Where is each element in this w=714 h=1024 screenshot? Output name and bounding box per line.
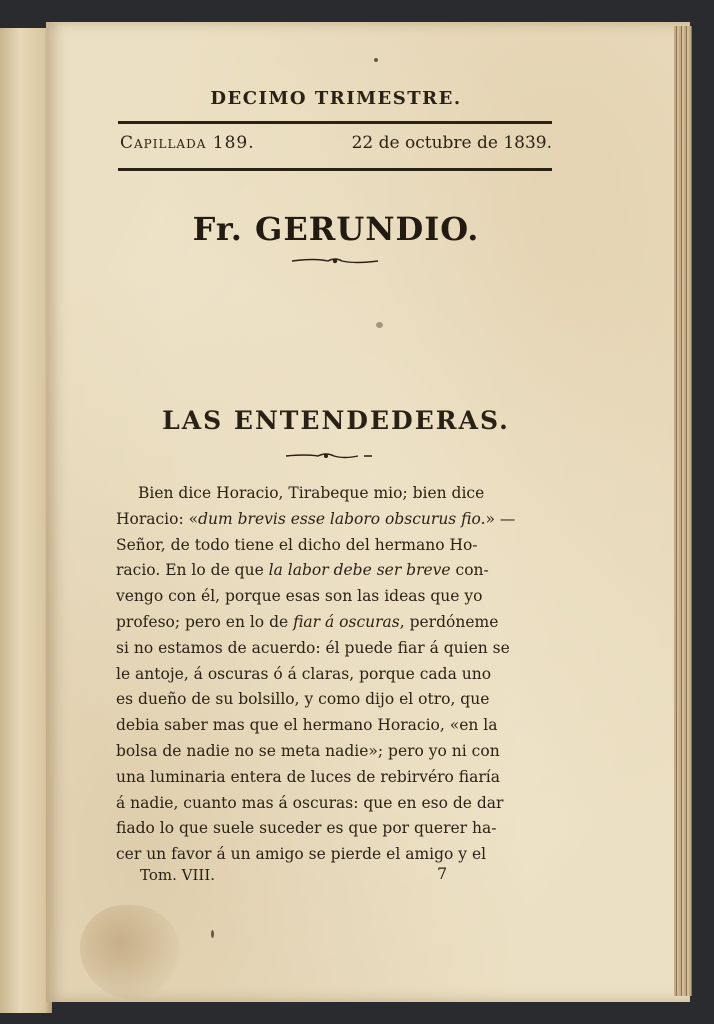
header-rule-top xyxy=(118,121,552,124)
ink-speck xyxy=(376,322,383,328)
masthead-title: Fr. GERUNDIO. xyxy=(192,210,480,248)
series-heading: DECIMO TRIMESTRE. xyxy=(210,88,462,109)
issue-date: 22 de octubre de 1839. xyxy=(351,133,552,153)
text-line: vengo con él, porque esas son las ideas que yo xyxy=(116,587,483,606)
article-text xyxy=(116,481,564,868)
left-page-edge xyxy=(0,28,52,1013)
text-line: si no estamos de acuerdo: él puede fiar á quien se xyxy=(116,638,510,657)
ornament-divider xyxy=(284,451,374,461)
printer-signature: 7 xyxy=(437,864,448,883)
issue-line xyxy=(120,133,552,157)
volume-signature: Tom. VIII. xyxy=(140,866,216,884)
text-line: debia saber mas que el hermano Horacio, «en la xyxy=(116,716,498,735)
text-line: racio. En lo de que la labor debe ser breve con- xyxy=(116,561,489,580)
ornament-divider xyxy=(290,256,380,266)
ink-speck xyxy=(374,58,378,62)
section-title: LAS ENTENDEDERAS. xyxy=(162,406,510,435)
ink-speck xyxy=(211,930,214,938)
text-line: Bien dice Horacio, Tirabeque mio; bien dice xyxy=(138,484,485,502)
text-line: le antoje, á oscuras ó á claras, porque cada uno xyxy=(116,664,492,683)
header-rule-bottom xyxy=(118,168,552,171)
issue-number: Capillada 189. xyxy=(120,133,255,153)
text-line: fiado lo que suele suceder es que por querer ha- xyxy=(116,819,497,838)
text-line: cer un favor á un amigo se pierde el amigo y el xyxy=(116,845,487,864)
text-line: una luminaria entera de luces de rebirvéro fiaría xyxy=(116,767,500,786)
text-line: Señor, de todo tiene el dicho del hermano Ho- xyxy=(116,535,478,554)
page-block-edge xyxy=(674,26,692,996)
text-line: Horacio: «dum brevis esse laboro obscurus fio.» — xyxy=(116,509,516,528)
text-line: bolsa de nadie no se meta nadie»; pero yo ni con xyxy=(116,741,500,760)
text-line: profeso; pero en lo de fiar á oscuras, perdóneme xyxy=(116,612,499,631)
text-line: á nadie, cuanto mas á oscuras: que en eso de dar xyxy=(116,793,504,812)
text-line: es dueño de su bolsillo, y como dijo el otro, que xyxy=(116,690,490,709)
